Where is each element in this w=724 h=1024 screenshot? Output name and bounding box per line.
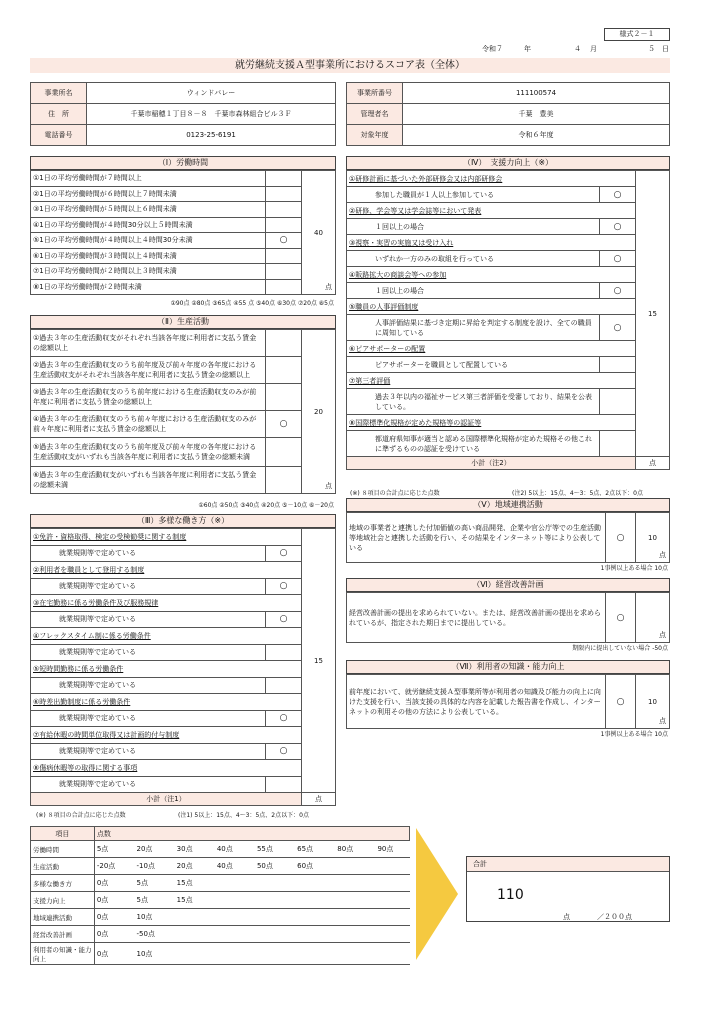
table-row: [31, 233, 336, 249]
legend-row: [31, 909, 410, 926]
section-4-title: （Ⅳ） 支援力向上（※）: [346, 156, 670, 170]
criterion-detail: 都道府県知事が適当と認める国際標準化規格が定めた規格その他これに準ずるものの認証を受けている: [347, 431, 600, 457]
legend-value: [335, 875, 375, 892]
legend-label: 利用者の知識・能力向上: [31, 943, 95, 965]
legend-value: [295, 926, 335, 943]
check-mark: [266, 279, 302, 295]
table-row: [31, 330, 336, 357]
legend-value: [375, 892, 409, 909]
section-1-score-cell: 40 点: [302, 171, 336, 295]
date-line: 令和７ 年 ４ 月 ５ 日: [482, 45, 669, 53]
criterion-text: ⑥1日の平均労働時間が３時間以上４時間未満: [31, 248, 266, 264]
section-2-score-cell: 20 点: [302, 330, 336, 494]
legend-value: 0点: [94, 943, 134, 965]
criterion-text: ②過去３年の生産活動収支のうち前年度及び前々年度の各年度における生産活動収支がそれぞれ当該各年度に利用者に支払う賃金の総額以上: [31, 357, 266, 384]
section-2-title: （Ⅱ）生産活動: [30, 315, 336, 329]
check-mark: [266, 438, 302, 467]
legend-value: [255, 892, 295, 909]
criterion-text: ④過去３年の生産活動収支のうち前々年度における生産活動収支のみが前々年度に利用者に支払う賃金の総額以上: [31, 411, 266, 438]
table-row: [347, 203, 670, 219]
check-mark: [266, 384, 302, 411]
criterion-heading: ⑥ピアサポーターの配置: [347, 341, 636, 357]
legend-value: [375, 943, 409, 965]
check-mark: ○: [600, 219, 636, 235]
table-row: [31, 186, 336, 202]
legend-row: [31, 875, 410, 892]
criterion-detail: 就業規則等で定めている: [31, 776, 266, 793]
section-2-footnote: ①60点 ②50点 ③40点 ④20点 ⑤－10点 ⑥－20点: [198, 502, 334, 509]
section-4-note-right: (注2) 5以上：15点、4～3：5点、2点以下：0点: [512, 490, 643, 497]
legend-value: -10点: [135, 858, 175, 875]
criterion-detail: 就業規則等で定めている: [31, 611, 266, 628]
criterion-text: ②1日の平均労働時間が６時間以上７時間未満: [31, 186, 266, 202]
criterion-heading: ③在宅勤務に係る労働条件及び服務規律: [31, 595, 302, 612]
criterion-detail: 就業規則等で定めている: [31, 545, 266, 562]
section-5-score-cell: 10 点: [636, 513, 670, 563]
section-4-table: [346, 170, 670, 470]
section-6-footnote: 期限内に提出していない場合 -50点: [572, 645, 668, 652]
legend-label: 支援力向上: [31, 892, 95, 909]
legend-value: [255, 926, 295, 943]
table-row: [347, 415, 670, 431]
score-legend-table: [30, 826, 410, 965]
check-mark: ○: [266, 743, 302, 760]
criterion-heading: ②利用者を職員として登用する制度: [31, 562, 302, 579]
info-right-table: 事業所番号 111100574 管理者名 千葉 豊美 対象年度 令和６年度: [346, 82, 670, 146]
subtotal-row: [31, 793, 336, 806]
subtotal-row: [347, 457, 670, 470]
legend-value: [335, 943, 375, 965]
table-row: [31, 743, 336, 760]
legend-value: [375, 909, 409, 926]
criterion-detail: 就業規則等で定めている: [31, 578, 266, 595]
table-row: [31, 438, 336, 467]
criterion-heading: ②研修、学会等又は学会誌等において発表: [347, 203, 636, 219]
check-mark: ○: [266, 411, 302, 438]
check-mark: ○: [266, 710, 302, 727]
check-mark: ○: [266, 578, 302, 595]
criterion-heading: ⑤短時間勤務に係る労働条件: [31, 661, 302, 678]
legend-label: 労働時間: [31, 841, 95, 858]
criterion-heading: ⑧国際標準化規格が定めた規格等の認証等: [347, 415, 636, 431]
legend-row: [31, 841, 410, 858]
total-label: 合計: [467, 857, 669, 872]
section-6-score-cell: 点: [636, 593, 670, 643]
table-row: [31, 644, 336, 661]
info-left-table: 事業所名 ウィンドバレー 住 所 千葉市稲穂１丁目８－８ 千葉市森林組合ビル３Ｆ 電話番号 0123-25-6191: [30, 82, 336, 146]
subtotal-unit: 点: [302, 793, 336, 806]
check-mark: [266, 264, 302, 280]
legend-value: [295, 892, 335, 909]
subtotal-label: 小計（注1）: [31, 793, 302, 806]
section-6-title: （Ⅵ）経営改善計画: [346, 578, 670, 592]
legend-value: 5点: [135, 875, 175, 892]
table-row: [347, 315, 670, 341]
section-1-footnote: ①90点 ②80点 ③65点 ④55 点 ⑤40点 ⑥30点 ⑦20点 ⑧5点: [170, 300, 334, 307]
legend-col-item: 項目: [31, 827, 95, 841]
legend-value: [175, 926, 215, 943]
criterion-heading: ③視察・実習の実施又は受け入れ: [347, 235, 636, 251]
table-row: [347, 235, 670, 251]
check-mark: [266, 677, 302, 694]
table-row: [347, 357, 670, 373]
check-mark: [266, 776, 302, 793]
section-5-text: 地域の事業者と連携した付加価値の高い商品開発、企業や官公庁等での生産活動等地域社会と連携した活動を行い、その結果をインターネット等により公表している: [347, 513, 606, 563]
legend-label: 経営改善計画: [31, 926, 95, 943]
table-row: [31, 710, 336, 727]
section-1-title: （Ⅰ）労働時間: [30, 156, 336, 170]
section-6-mark: ○: [606, 593, 636, 643]
criterion-text: ①1日の平均労働時間が７時間以上: [31, 171, 266, 187]
criterion-heading: ④販路拡大の商談会等への参加: [347, 267, 636, 283]
criterion-detail: 参加した職員が１人以上参加している: [347, 187, 600, 203]
legend-value: [375, 875, 409, 892]
table-row: [31, 611, 336, 628]
criterion-heading: ④フレックスタイム制に係る労働条件: [31, 628, 302, 645]
arrow-right-icon: [416, 828, 458, 960]
table-row: [31, 279, 336, 295]
subtotal-label: 小計（注2）: [347, 457, 636, 470]
total-max: ／２００点: [597, 913, 632, 921]
section-5-title: （Ⅴ）地域連携活動: [346, 498, 670, 512]
legend-value: [215, 909, 255, 926]
legend-value: 40点: [215, 841, 255, 858]
check-mark: [266, 248, 302, 264]
table-row: [347, 171, 670, 187]
legend-value: [255, 875, 295, 892]
table-row: [31, 217, 336, 233]
s3-score-cell: 15: [302, 529, 336, 793]
criterion-detail: １回以上の場合: [347, 283, 600, 299]
legend-value: 40点: [215, 858, 255, 875]
legend-value: [295, 909, 335, 926]
legend-row: [31, 926, 410, 943]
criterion-detail: いずれか一方のみの取組を行っている: [347, 251, 600, 267]
legend-value: [335, 909, 375, 926]
legend-value: 20点: [175, 858, 215, 875]
legend-row: [31, 892, 410, 909]
criterion-text: ④1日の平均労働時間が４時間30分以上５時間未満: [31, 217, 266, 233]
check-mark: [266, 186, 302, 202]
table-row: [31, 776, 336, 793]
table-row: [347, 267, 670, 283]
criterion-text: ⑤過去３年の生産活動収支のうち前年度及び前々年度の各年度における生産活動収支がいずれも当該各年度に利用者に支払う賃金の総額未満: [31, 438, 266, 467]
table-row: [31, 467, 336, 494]
legend-value: [215, 943, 255, 965]
check-mark: ○: [600, 315, 636, 341]
legend-value: [335, 926, 375, 943]
legend-value: [335, 858, 375, 875]
check-mark: ○: [600, 251, 636, 267]
table-row: [31, 661, 336, 678]
table-row: [347, 251, 670, 267]
check-mark: [600, 357, 636, 373]
legend-value: 0点: [94, 909, 134, 926]
legend-row: [31, 858, 410, 875]
criterion-heading: ①研修計画に基づいた外部研修会又は内部研修会: [347, 171, 636, 187]
section-7-text: 前年度において、就労継続支援Ａ型事業所等が利用者の知識及び能力の向上に向けた支援を行い、当該支援の具体的な内容を記載した報告書を作成し、インターネットの利用その他の方法により公表している。: [347, 675, 606, 729]
legend-value: 10点: [135, 943, 175, 965]
total-unit: 点: [563, 913, 570, 921]
page-title: 就労継続支援Ａ型事業所におけるスコア表（全体）: [30, 58, 670, 73]
legend-value: -20点: [94, 858, 134, 875]
legend-value: 30点: [175, 841, 215, 858]
criterion-detail: 就業規則等で定めている: [31, 743, 266, 760]
legend-value: 90点: [375, 841, 409, 858]
table-row: [31, 595, 336, 612]
check-mark: ○: [600, 283, 636, 299]
legend-value: [255, 909, 295, 926]
table-row: [347, 299, 670, 315]
table-row: [31, 760, 336, 777]
criterion-heading: ⑦有給休暇の時間単位取得又は計画的付与制度: [31, 727, 302, 744]
table-row: [347, 283, 670, 299]
s4-score-cell: 15: [636, 171, 670, 457]
legend-value: [255, 943, 295, 965]
section-7-table: [346, 674, 670, 729]
table-row: [31, 384, 336, 411]
legend-value: [295, 943, 335, 965]
section-5-mark: ○: [606, 513, 636, 563]
legend-value: [375, 926, 409, 943]
subtotal-unit: 点: [636, 457, 670, 470]
legend-value: [215, 926, 255, 943]
table-row: [347, 373, 670, 389]
criterion-detail: 就業規則等で定めている: [31, 644, 266, 661]
table-row: [31, 357, 336, 384]
criterion-text: ①過去３年の生産活動収支がそれぞれ当該各年度に利用者に支払う賃金の総額以上: [31, 330, 266, 357]
legend-label: 地域連携活動: [31, 909, 95, 926]
section-1-table: [30, 170, 336, 295]
criterion-text: ③1日の平均労働時間が５時間以上６時間未満: [31, 202, 266, 218]
section-3-note-right: (注1) 5以上：15点、4～3：5点、2点以下：0点: [178, 812, 309, 819]
criterion-heading: ①免許・資格取得、検定の受検勧奨に関する制度: [31, 529, 302, 546]
criterion-heading: ⑦第三者評価: [347, 373, 636, 389]
criterion-heading: ⑤職員の人事評価制度: [347, 299, 636, 315]
section-6-table: [346, 592, 670, 643]
legend-value: 0点: [94, 892, 134, 909]
section-7-title: （Ⅶ）利用者の知識・能力向上: [346, 660, 670, 674]
check-mark: ○: [266, 611, 302, 628]
section-7-footnote: 1事例以上ある場合 10点: [600, 731, 668, 738]
criterion-text: ⑥過去３年の生産活動収支がいずれも当該各年度に利用者に支払う賃金の総額未満: [31, 467, 266, 494]
check-mark: ○: [600, 187, 636, 203]
legend-value: 15点: [175, 875, 215, 892]
table-row: [31, 411, 336, 438]
table-row: [31, 727, 336, 744]
check-mark: [266, 644, 302, 661]
check-mark: ○: [266, 233, 302, 249]
legend-value: [295, 875, 335, 892]
legend-header: [31, 827, 410, 841]
legend-col-points: 点数: [94, 827, 409, 841]
legend-value: 0点: [94, 926, 134, 943]
legend-value: 10点: [135, 909, 175, 926]
table-row: [347, 219, 670, 235]
table-row: [347, 431, 670, 457]
legend-value: 5点: [94, 841, 134, 858]
criterion-heading: ⑥時差出勤制度に係る労働条件: [31, 694, 302, 711]
legend-value: [335, 892, 375, 909]
total-value: 110: [497, 887, 524, 903]
criterion-detail: ピアサポーターを職員として配置している: [347, 357, 600, 373]
table-row: [31, 202, 336, 218]
section-3-title: （Ⅲ）多様な働き方（※）: [30, 514, 336, 528]
check-mark: ○: [266, 545, 302, 562]
check-mark: [266, 357, 302, 384]
section-4-note-left: (※) ８項目の合計点に応じた点数: [350, 490, 440, 497]
check-mark: [266, 171, 302, 187]
table-row: [31, 248, 336, 264]
section-7-score-cell: 10 点: [636, 675, 670, 729]
criterion-text: ⑧1日の平均労働時間が２時間未満: [31, 279, 266, 295]
table-row: [31, 529, 336, 546]
criterion-text: ⑤1日の平均労働時間が４時間以上４時間30分未満: [31, 233, 266, 249]
table-row: [31, 578, 336, 595]
criterion-detail: 人事評価結果に基づき定期に昇給を判定する制度を設け、全ての職員に周知している: [347, 315, 600, 341]
legend-value: 80点: [335, 841, 375, 858]
table-row: [31, 628, 336, 645]
legend-label: 生産活動: [31, 858, 95, 875]
total-box: [466, 856, 670, 922]
table-row: [347, 187, 670, 203]
section-3-table: [30, 528, 336, 806]
table-row: [31, 677, 336, 694]
check-mark: [266, 217, 302, 233]
legend-value: 0点: [94, 875, 134, 892]
section-5-footnote: 1事例以上ある場合 10点: [600, 565, 668, 572]
check-mark: [266, 467, 302, 494]
legend-value: [175, 943, 215, 965]
table-row: [31, 264, 336, 280]
legend-value: [215, 892, 255, 909]
table-row: [31, 562, 336, 579]
criterion-text: ③過去３年の生産活動収支のうち前年度における生産活動収支のみが前年度に利用者に支払う賃金の総額以上: [31, 384, 266, 411]
criterion-detail: 就業規則等で定めている: [31, 710, 266, 727]
table-row: [31, 171, 336, 187]
section-7-mark: ○: [606, 675, 636, 729]
criterion-detail: 過去３年以内の福祉サービス第三者評価を受審しており、結果を公表している。: [347, 389, 600, 415]
legend-value: 55点: [255, 841, 295, 858]
table-row: [31, 694, 336, 711]
check-mark: [600, 389, 636, 415]
legend-value: -50点: [135, 926, 175, 943]
criterion-detail: １回以上の場合: [347, 219, 600, 235]
form-number: 様式２－１: [604, 28, 670, 41]
legend-label: 多様な働き方: [31, 875, 95, 892]
legend-value: 50点: [255, 858, 295, 875]
table-row: [347, 341, 670, 357]
criterion-heading: ⑧傷病休暇等の取得に関する事項: [31, 760, 302, 777]
legend-value: 20点: [135, 841, 175, 858]
legend-value: [375, 858, 409, 875]
section-2-table: [30, 329, 336, 494]
criterion-detail: 就業規則等で定めている: [31, 677, 266, 694]
check-mark: [266, 330, 302, 357]
check-mark: [266, 202, 302, 218]
criterion-text: ⑦1日の平均労働時間が２時間以上３時間未満: [31, 264, 266, 280]
section-3-note-left: (※) ８項目の合計点に応じた点数: [36, 812, 126, 819]
table-row: [347, 389, 670, 415]
section-5-table: [346, 512, 670, 563]
section-6-text: 経営改善計画の提出を求められていない。または、経営改善計画の提出を求められているが、指定された期日までに提出している。: [347, 593, 606, 643]
table-row: [31, 545, 336, 562]
legend-value: [175, 909, 215, 926]
legend-row: [31, 943, 410, 965]
legend-value: 15点: [175, 892, 215, 909]
check-mark: [600, 431, 636, 457]
legend-value: 65点: [295, 841, 335, 858]
legend-value: 5点: [135, 892, 175, 909]
legend-value: 60点: [295, 858, 335, 875]
legend-value: [215, 875, 255, 892]
